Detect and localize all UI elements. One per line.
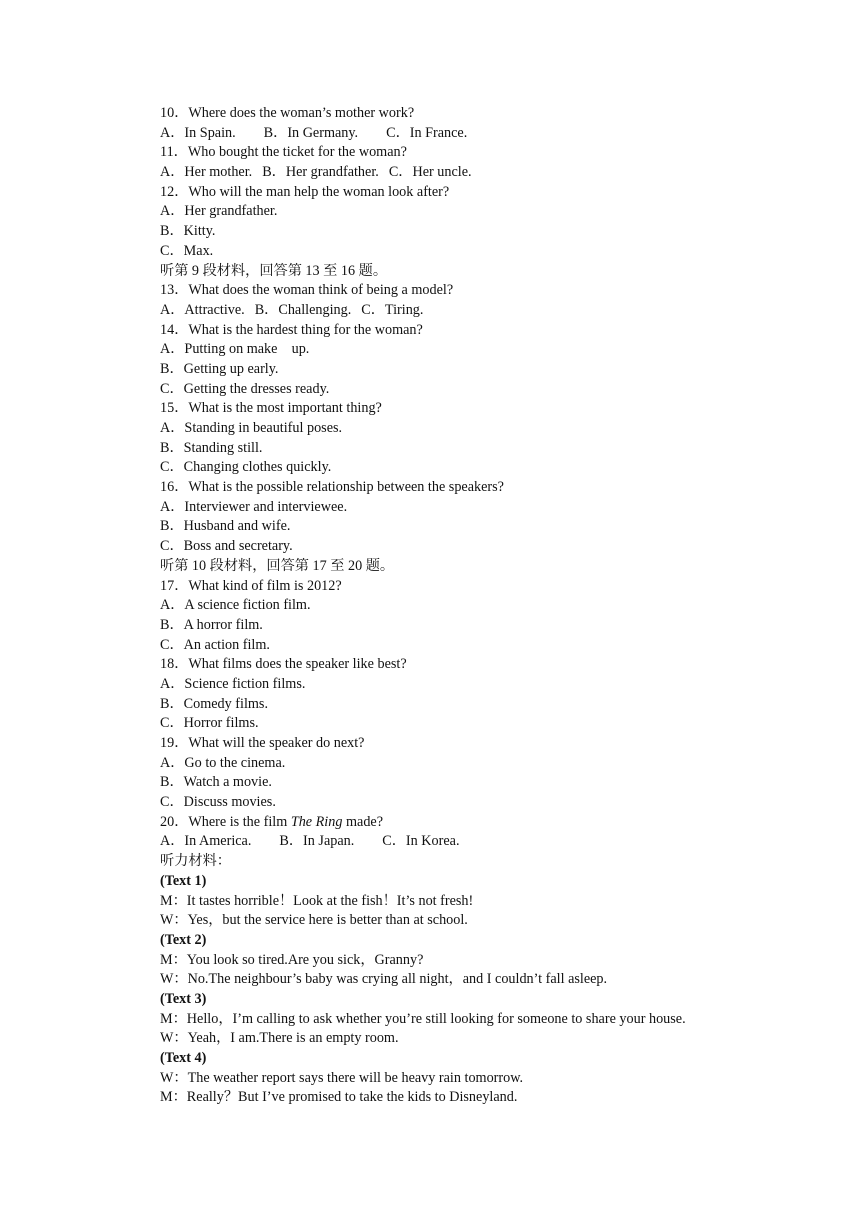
question-14: 14．What is the hardest thing for the woman? [160,321,423,338]
option-a: A．Standing in beautiful poses. [160,420,343,436]
option-c: C．In France. [386,124,468,141]
text-3-line-1: M：Hello，I’m calling to ask whether you’re still looking for someone to share your house. [160,1010,686,1027]
text-3-title: (Text 3) [160,990,207,1007]
question-17: 17．What kind of film is 2012? [160,577,342,594]
question-16: 16．What is the possible relationship between the speakers? [160,479,504,496]
option-b: B．Kitty. [160,223,216,240]
option-a: A．Putting on make up. [160,341,310,358]
option-b: B．In Germany. [263,124,359,141]
text-1-title: (Text 1) [160,872,207,889]
text-2-line-2: W：No.The neighbour’s baby was crying all night，and I couldn’t fall asleep. [160,971,608,988]
option-b: B．Her grandfather. [262,164,379,181]
text-1-line-1: M：It tastes horrible！Look at the fish！It’s not fresh! [160,892,474,909]
transcript-heading: 听力材料： [160,853,231,870]
option-b: B．Watch a movie. [160,774,272,791]
text-1-line-2: W：Yes，but the service here is better than at school. [160,912,468,929]
question-11: 11．Who bought the ticket for the woman? [160,144,407,161]
options-10 [160,124,800,144]
question-15: 15．What is the most important thing? [160,400,382,417]
option-b: B．Challenging. [254,301,352,318]
text-3-line-2: W：Yeah，I am.There is an empty room. [160,1030,399,1047]
question-12: 12．Who will the man help the woman look after? [160,183,450,200]
text-4-line-2: M：Really？But I’ve promised to take the kids to Disneyland. [160,1089,518,1106]
question-19: 19．What will the speaker do next? [160,735,365,751]
document-body [160,104,800,1108]
option-a: A．A science fiction film. [160,597,311,614]
option-b: B．Getting up early. [160,360,279,377]
option-c: C．Discuss movies. [160,794,276,811]
option-c: C．An action film. [160,636,270,653]
option-c: C．Getting the dresses ready. [160,380,330,397]
option-a: A．Go to the cinema. [160,754,286,771]
text-2-line-1: M：You look so tired.Are you sick，Granny? [160,951,424,968]
option-a: A．Science fiction films. [160,675,306,692]
question-10: 10．Where does the woman’s mother work? [160,105,415,121]
option-b: B．In Japan. [279,833,355,850]
option-b: B．Husband and wife. [160,518,291,535]
text-4-line-1: W：The weather report says there will be heavy rain tomorrow. [160,1069,524,1086]
option-c: C．In Korea. [382,833,460,850]
text-2-title: (Text 2) [160,931,207,948]
film-title: The Ring [290,813,343,830]
option-b: B．Comedy films. [160,695,268,712]
option-c: C．Changing clothes quickly. [160,459,332,476]
option-a: A．In Spain. [160,124,236,141]
text-4-title: (Text 4) [160,1050,207,1066]
option-c: C．Her uncle. [388,164,472,181]
option-a: A．Her grandfather. [160,203,278,220]
option-a: A．Her mother. [160,164,253,181]
options-20 [160,832,800,852]
section-instruction-9: 听第 9 段材料，回答第 13 至 16 题。 [160,262,388,279]
question-13: 13．What does the woman think of being a model? [160,282,454,299]
options-13 [160,301,800,321]
option-c: C．Boss and secretary. [160,538,293,555]
section-instruction-10: 听第 10 段材料，回答第 17 至 20 题。 [160,557,395,574]
option-c: C．Horror films. [160,715,259,732]
option-a: A．In America. [160,833,252,850]
option-b: B．A horror film. [160,616,263,633]
question-18: 18．What films does the speaker like best? [160,656,407,673]
option-b: B．Standing still. [160,439,263,456]
option-c: C．Tiring. [361,301,424,318]
options-11 [160,163,800,183]
option-a: A．Attractive. [160,301,245,318]
question-stem-start: 20．Where is the film [160,813,291,830]
question-stem-end: made? [342,813,384,830]
option-a: A．Interviewer and interviewee. [160,498,348,515]
option-c: C．Max. [160,242,214,259]
question-20 [160,813,800,833]
